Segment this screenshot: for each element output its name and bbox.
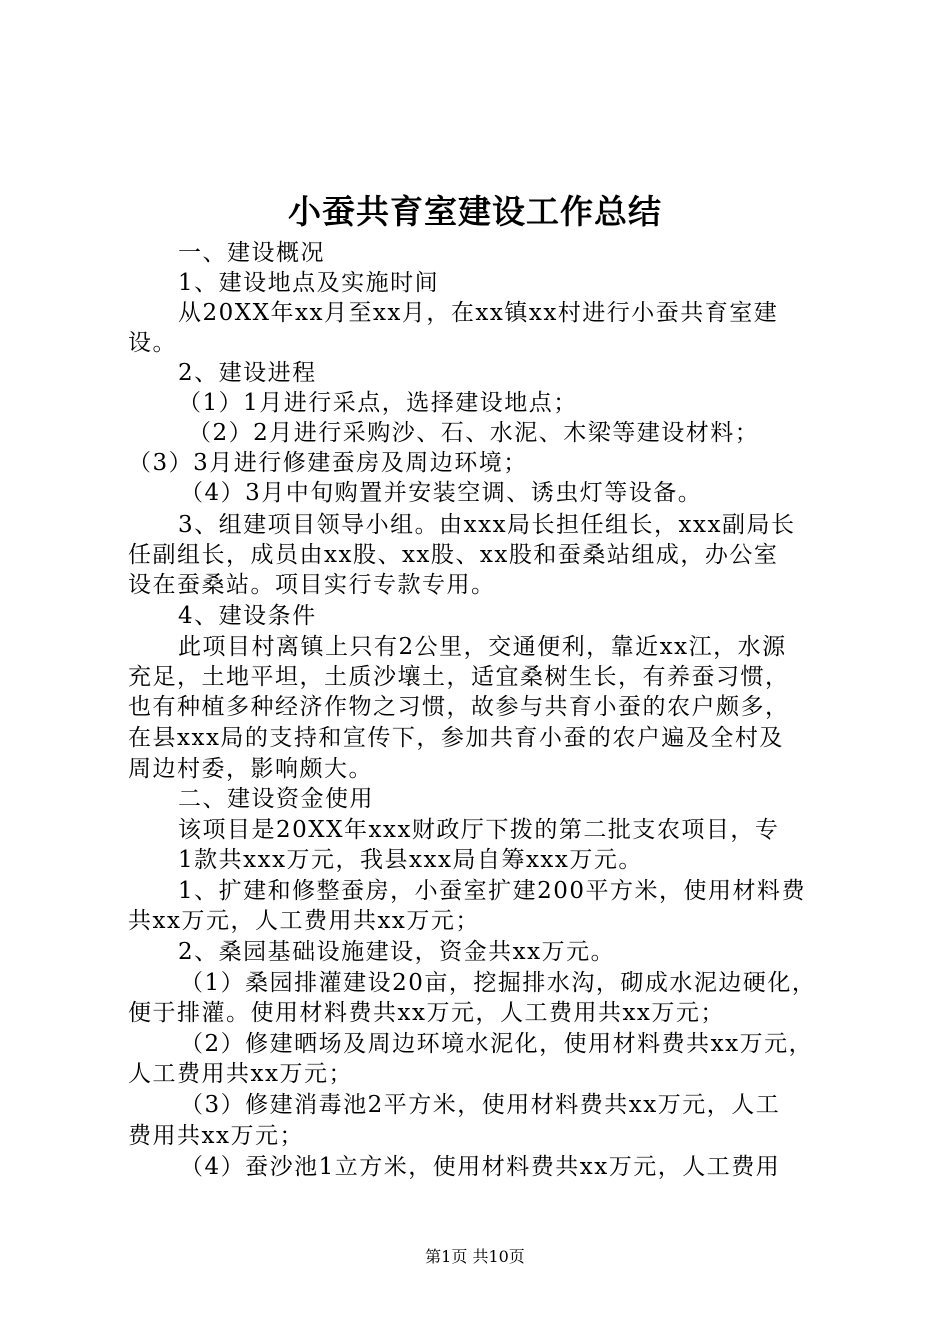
body-line: 一、建设概况 bbox=[178, 240, 325, 266]
document-title: 小蚕共育室建设工作总结 bbox=[288, 192, 662, 231]
body-line: （2）修建晒场及周边环境水泥化，使用材料费共xx万元， bbox=[180, 1031, 814, 1057]
body-line: 二、建设资金使用 bbox=[178, 786, 374, 812]
body-line: 共xx万元，人工费用共xx万元； bbox=[128, 908, 480, 934]
body-line: 1、建设地点及实施时间 bbox=[178, 270, 440, 296]
body-line: （3）3月进行修建蚕房及周边环境； bbox=[128, 450, 528, 476]
body-line: 人工费用共xx万元； bbox=[128, 1061, 353, 1087]
body-line: （4）3月中旬购置并安装空调、诱虫灯等设备。 bbox=[180, 480, 703, 506]
body-line: 1款共xxx万元，我县xxx局自筹xxx万元。 bbox=[178, 847, 643, 873]
body-line: 该项目是20XX年xxx财政厅下拨的第二批支农项目，专 bbox=[178, 817, 780, 843]
body-line: 便于排灌。使用材料费共xx万元，人工费用共xx万元； bbox=[128, 1000, 725, 1026]
body-line: 此项目村离镇上只有2公里，交通便利，靠近xx江，水源 bbox=[178, 634, 787, 660]
body-line: 费用共xx万元； bbox=[128, 1123, 304, 1149]
body-line: 从20XX年xx月至xx月，在xx镇xx村进行小蚕共育室建 bbox=[178, 300, 779, 326]
body-line: （1）1月进行采点，选择建设地点； bbox=[178, 390, 578, 416]
body-line: 也有种植多种经济作物之习惯，故参与共育小蚕的农户颇多， bbox=[128, 694, 790, 720]
page-number-footer: 第1页 共10页 bbox=[425, 1247, 525, 1266]
body-line: 任副组长，成员由xx股、xx股、xx股和蚕桑站组成，办公室 bbox=[128, 542, 779, 568]
body-line: 周边村委，影响颇大。 bbox=[128, 756, 373, 782]
body-line: 2、桑园基础设施建设，资金共xx万元。 bbox=[178, 939, 616, 965]
body-line: 4、建设条件 bbox=[178, 603, 317, 629]
body-line: 2、建设进程 bbox=[178, 360, 317, 386]
body-line: 1、扩建和修整蚕房，小蚕室扩建200平方米，使用材料费 bbox=[178, 878, 807, 904]
body-line: （1）桑园排灌建设20亩，挖掘排水沟，砌成水泥边硬化， bbox=[180, 970, 817, 996]
body-line: 充足，土地平坦，土质沙壤土，适宜桑树生长，有养蚕习惯， bbox=[128, 664, 790, 690]
body-line: 在县xxx局的支持和宣传下，参加共育小蚕的农户遍及全村及 bbox=[128, 725, 784, 751]
body-line: 3、组建项目领导小组。由xxx局长担任组长，xxx副局长 bbox=[178, 512, 796, 538]
body-line: 设。 bbox=[128, 330, 177, 356]
body-line: 设在蚕桑站。项目实行专款专用。 bbox=[128, 572, 496, 598]
body-line: （4）蚕沙池1立方米，使用材料费共xx万元，人工费用 bbox=[180, 1154, 781, 1180]
body-line: （2）2月进行采购沙、石、水泥、木梁等建设材料； bbox=[188, 420, 760, 446]
body-line: （3）修建消毒池2平方米，使用材料费共xx万元，人工 bbox=[180, 1092, 781, 1118]
